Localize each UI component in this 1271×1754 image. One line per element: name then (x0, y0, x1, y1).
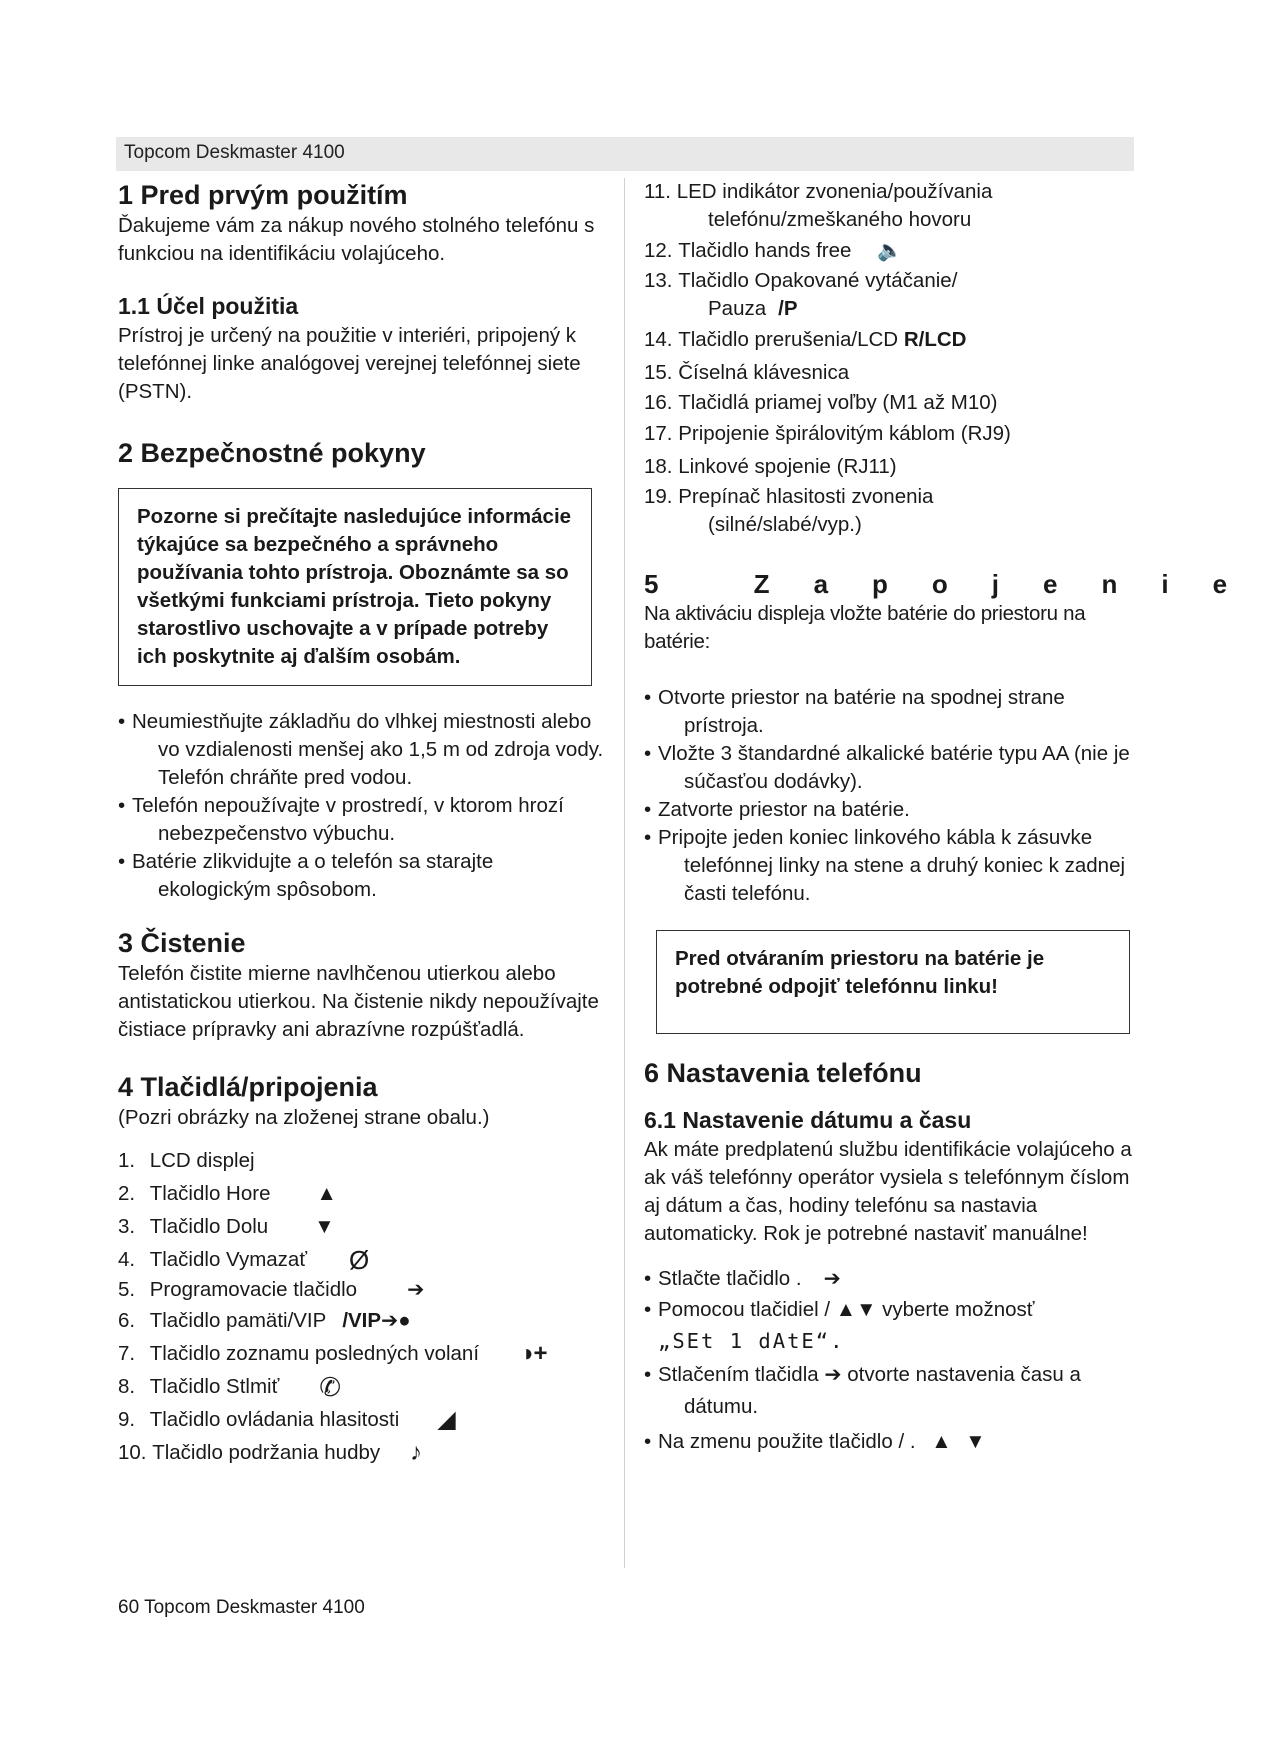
section-4-title: 4 Tlačidlá/pripojenia (118, 1072, 378, 1102)
down-arrow-icon: ▼ (856, 1298, 877, 1321)
section-6-1-title: 6.1 Nastavenie dátumu a času (644, 1107, 972, 1133)
list-item (644, 1324, 1134, 1359)
section-1-text: Ďakujeme vám za nákup nového stolného telefónu s funkciou na identifikáciu volajúceho. (118, 214, 595, 265)
list-item: 4. Tlačidlo Vymazať Ø (118, 1244, 370, 1275)
section-1-1-text: Prístroj je určený na použitie v interiéri, pripojený k telefónnej linke analógovej verejnej telefónnej siete (PSTN). (118, 324, 581, 403)
list-item: 2. Tlačidlo Hore ▲ (118, 1177, 608, 1210)
list-item: 16. Tlačidlá priamej voľby (M1 až M10) (644, 391, 998, 414)
list-item: (silné/slabé/vyp.) (708, 513, 862, 536)
list-item: 19. Prepínač hlasitosti zvonenia (644, 485, 934, 508)
section-3-text: Telefón čistite mierne navlhčenou utierkou alebo antistatickou utierkou. Na čistenie nikdy nepoužívajte čistiace prípravky ani abrazívne rozpúšťadlá. (118, 962, 599, 1041)
list-item: • Stlačením tlačidla ➔ otvorte nastavenia času a dátumu. (644, 1363, 1081, 1418)
up-arrow-icon: ▲ (931, 1430, 952, 1453)
list-item: • Batérie zlikvidujte a o telefón sa starajte ekologickým spôsobom. (118, 850, 494, 901)
section-1-1-title: 1.1 Účel použitia (118, 293, 299, 319)
list-item: • Neumiestňujte základňu do vlhkej miestnosti alebo vo vzdialenosti menšej ako 1,5 m od zdroja vody. Telefón chráňte pred vodou. (118, 710, 604, 789)
list-item: 8. Tlačidlo Stlmiť ✆ (118, 1371, 342, 1402)
right-column (644, 178, 1271, 1459)
list-item: • Telefón nepoužívajte v prostredí, v ktorom hrozí nebezpečenstvo výbuchu. (118, 794, 564, 845)
list-item: telefónu/zmeškaného hovoru (708, 208, 972, 231)
left-column (118, 178, 608, 1469)
list-item: 14. Tlačidlo prerušenia/LCD R/LCD (644, 327, 967, 351)
list-item: • Zatvorte priestor na batérie. (644, 798, 910, 821)
down-arrow-icon: ▼ (965, 1430, 986, 1453)
list-item: • Pripojte jeden koniec linkového kábla k zásuvke telefónnej linky na stene a druhý koniec k zadnej časti telefónu. (644, 826, 1126, 905)
up-arrow-icon: ▲ (835, 1298, 857, 1321)
connection-bullets (644, 684, 1134, 908)
memory-vip-icon: /VIP➔● (342, 1308, 411, 1332)
list-item: 13. Tlačidlo Opakované vytáčanie/ (644, 269, 958, 292)
list-item: 6. Tlačidlo pamäti/VIP /VIP➔● (118, 1304, 608, 1337)
safety-warning-box: Pozorne si prečítajte nasledujúce informácie týkajúce sa bezpečného a správneho používania tohto prístroja. Oboznámte sa so všetkými funkciami prístroja. Tieto pokyny starostlivo uschovajte a v prípade potreby ich poskytnite aj ďalším osobám. (118, 488, 592, 686)
column-divider (624, 178, 625, 1568)
section-5-title: 5 Zapojenie (644, 569, 1271, 599)
list-item: 12. Tlačidlo hands free 🔈 (644, 234, 1134, 267)
running-header (116, 137, 1134, 171)
date-time-bullets (644, 1262, 1134, 1459)
battery-warning-box: Pred otváraním priestoru na batérie je potrebné odpojiť telefónnu linku! (656, 930, 1130, 1034)
mute-icon: ✆ (319, 1371, 342, 1402)
list-item: • Stlačte tlačidlo . ➔ (644, 1267, 841, 1290)
list-item: • Otvorte priestor na batérie na spodnej strane prístroja. (644, 686, 1065, 737)
redial-pause-icon: /P (778, 297, 798, 320)
list-item: 15. Číselná klávesnica (644, 360, 850, 384)
safety-bullets (118, 708, 608, 904)
program-icon: ➔ (823, 1267, 841, 1290)
list-item: 17. Pripojenie špirálovitým káblom (RJ9) (644, 421, 1011, 445)
buttons-list (118, 1144, 608, 1469)
section-5-text: Na aktiváciu displeja vložte batérie do priestoru na batérie: (644, 602, 1086, 653)
list-item: • Na zmenu použite tlačidlo / . ▲ ▼ (644, 1430, 986, 1453)
list-item: 5. Programovacie tlačidlo ➔ (118, 1276, 608, 1304)
section-1-title: 1 Pred prvým použitím (118, 180, 408, 210)
music-hold-icon: ♪ (410, 1438, 423, 1466)
speaker-icon: 🔈 (877, 238, 903, 262)
call-log-icon: ◑+ (519, 1339, 548, 1367)
list-item: 11. LED indikátor zvonenia/používania (644, 180, 993, 203)
list-item: Pauza /P (644, 295, 1134, 323)
list-item: 1. LCD displej (118, 1148, 255, 1172)
list-item: 7. Tlačidlo zoznamu posledných volaní ◑+ (118, 1339, 548, 1367)
page-footer: 60 Topcom Deskmaster 4100 (118, 1597, 365, 1618)
program-icon: ➔ (407, 1278, 425, 1301)
down-arrow-icon: ▼ (314, 1214, 335, 1238)
list-item: 18. Linkové spojenie (RJ11) (644, 454, 897, 478)
buttons-list-continued (644, 178, 1134, 539)
section-3-title: 3 Čistenie (118, 928, 246, 958)
volume-icon: ◢ (437, 1405, 456, 1433)
section-6-1-text: Ak máte predplatenú službu identifikácie volajúceho a ak váš telefónny operátor vysiela s telefónnym číslom aj dátum a čas, hodiny telefónu sa nastavia automaticky. Rok je potrebné nastaviť manuálne! (644, 1138, 1132, 1245)
header-title: Topcom Deskmaster 4100 (124, 142, 345, 163)
lcd-text: „SEt 1 dAtE“. (658, 1329, 845, 1353)
list-item: 3. Tlačidlo Dolu ▼ (118, 1210, 608, 1243)
section-4-note: (Pozri obrázky na zloženej strane obalu.) (118, 1106, 490, 1129)
list-item: 9. Tlačidlo ovládania hlasitosti ◢ (118, 1405, 456, 1433)
section-2-title: 2 Bezpečnostné pokyny (118, 438, 426, 468)
list-item: • Pomocou tlačidiel / ▲▼ vyberte možnosť (644, 1298, 1035, 1321)
list-item: • Vložte 3 štandardné alkalické batérie typu AA (nie je súčasťou dodávky). (644, 742, 1130, 793)
delete-icon: Ø (349, 1244, 370, 1275)
list-item: 10. Tlačidlo podržania hudby ♪ (118, 1438, 423, 1466)
section-6-title: 6 Nastavenia telefónu (644, 1058, 922, 1088)
up-arrow-icon: ▲ (316, 1181, 337, 1205)
program-icon: ➔ (824, 1363, 842, 1386)
